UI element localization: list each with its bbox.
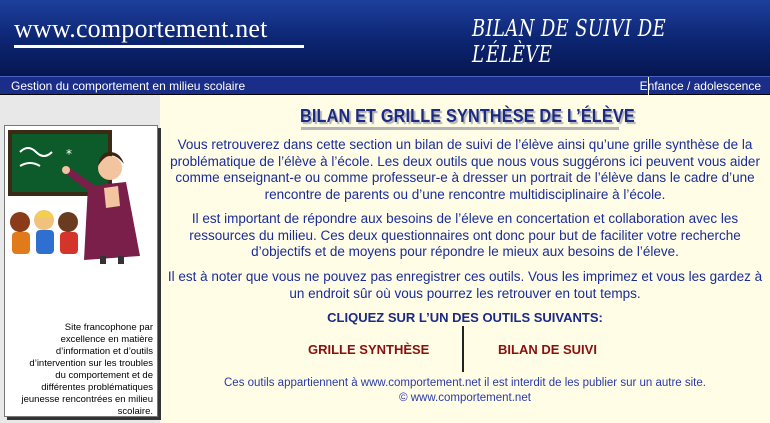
tagline-left: Gestion du comportement en milieu scolaire bbox=[11, 79, 246, 93]
grille-synthese-link[interactable]: GRILLE SYNTHÈSE bbox=[308, 342, 430, 357]
site-logo-url[interactable]: www.comportement.net bbox=[14, 14, 268, 43]
sidebar-description: Site francophone par excellence en matière d’information et d’outils d’intervention sur les troubles du comportement et de différentes problématiques jeunesse rencontrées en milieu scolaire. bbox=[21, 322, 153, 417]
needs-paragraph: Il est important de répondre aux besoins de l’éleve en concertation et collaboration avec les ressources du milieu. Ces deux questionnaires ont donc pour but de faciliter votre recherche d’objectifs et de moyens pour répondre le mieux aux besoins de l’éleve. bbox=[189, 211, 741, 259]
page-title: BILAN ET GRILLE SYNTHÈSE DE L’ÉLÈVE bbox=[300, 106, 635, 126]
copyright-notice: Ces outils appartiennent à www.comportement.net il est interdit de les publier sur un autre site. bbox=[224, 377, 706, 389]
logo-underline bbox=[14, 45, 304, 48]
copyright-line: © www.comportement.net bbox=[399, 392, 531, 404]
title-underline bbox=[301, 127, 619, 130]
cta-heading: CLIQUEZ SUR L’UN DES OUTILS SUIVANTS: bbox=[327, 310, 603, 325]
site-header bbox=[0, 0, 770, 76]
sidebar-panel bbox=[4, 125, 158, 417]
intro-paragraph: Vous retrouverez dans cette section un bilan de suivi de l’élève ainsi qu’une grille synthèse de la problématique de l’élève à l’école. Les deux outils que nous vous suggérons ici peuvent vous aider comme enseignant-e ou comme professeur-e à dresser un portrait de l’élève dans le cadre d’une rencontre de parents ou d’une rencontre multidisciplinaire à l’école. bbox=[170, 137, 760, 202]
tagline-right: Enfance / adolescence bbox=[639, 79, 761, 93]
teacher-at-chalkboard-icon bbox=[6, 126, 156, 266]
svg-text:*: * bbox=[66, 147, 72, 161]
tagline-bar bbox=[0, 76, 770, 95]
banner-title: BILAN DE SUIVI DE L’ÉLÈVE bbox=[472, 16, 667, 68]
bilan-de-suivi-link[interactable]: BILAN DE SUIVI bbox=[498, 342, 597, 357]
tools-divider bbox=[462, 326, 464, 372]
sidebar bbox=[0, 95, 160, 423]
note-paragraph: Il est à noter que vous ne pouvez pas enregistrer ces outils. Vous les imprimez et vous les gardez à un endroit sûr où vous pourrez les retrouver en tout temps. bbox=[167, 269, 763, 301]
